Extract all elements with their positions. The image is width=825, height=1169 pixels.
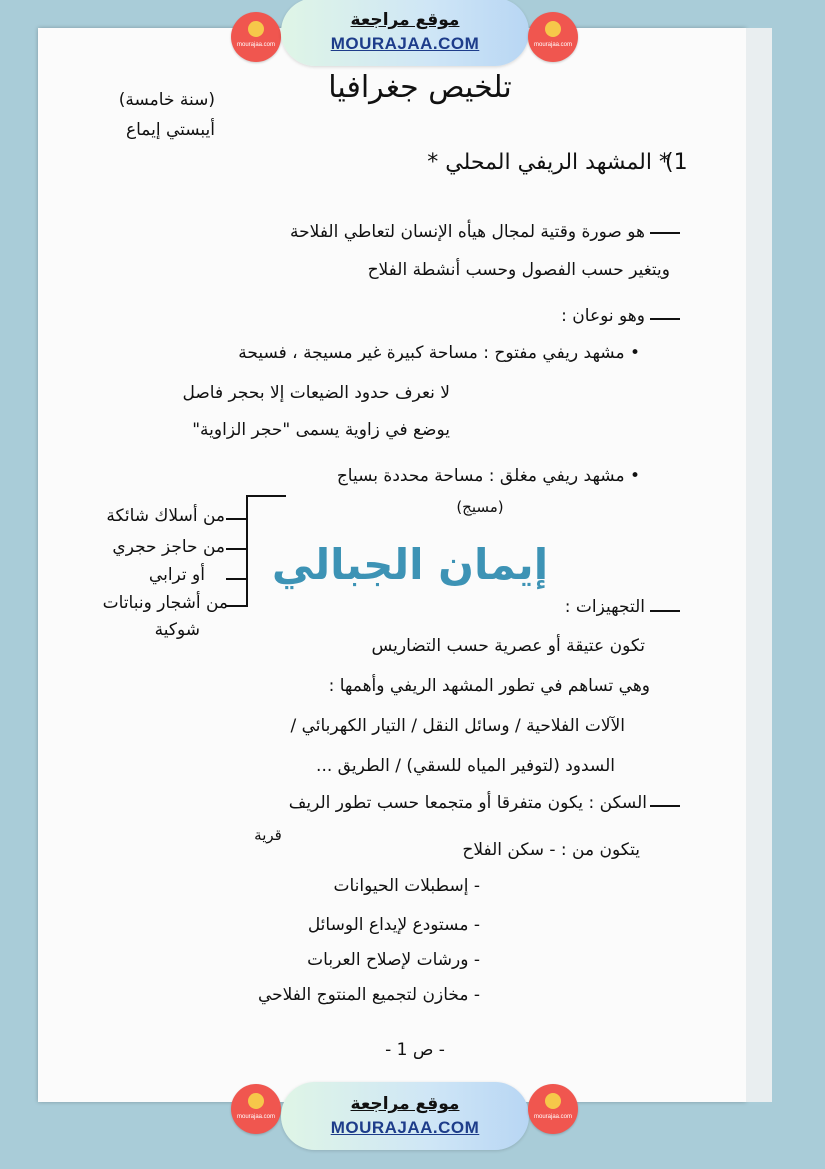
logo-text: mourajaa.com [236, 1114, 275, 1120]
site-domain[interactable]: MOURAJAA.COM [330, 34, 480, 53]
page-shadow [746, 28, 772, 1102]
bullet-dash [650, 232, 680, 234]
bracket-line [246, 495, 286, 497]
bullet-dash [650, 610, 680, 612]
text-line: هو صورة وقتية لمجال هيأه الإنسان لتعاطي الفلاحة [290, 222, 645, 242]
site-banner-bottom[interactable] [281, 1082, 529, 1150]
text-line: قرية [254, 826, 282, 844]
fence-item: من أسلاك شائكة [106, 506, 225, 526]
bullet-dash [650, 805, 680, 807]
text-line: السكن : يكون متفرقا أو متجمعا حسب تطور الريف [288, 793, 647, 813]
text-line: السدود (لتوفير المياه للسقي) / الطريق ... [316, 756, 615, 776]
logo-icon [248, 1093, 264, 1109]
site-logo-left-top[interactable] [231, 12, 281, 62]
text-line: - ورشات لإصلاح العربات [307, 950, 480, 970]
logo-icon [545, 1093, 561, 1109]
text-line: تكون عتيقة أو عصرية حسب التضاريس [371, 636, 645, 656]
author-signature: إيمان الجبالي [271, 540, 549, 589]
fence-item: شوكية [154, 620, 200, 640]
fence-item: من حاجز حجري [112, 537, 225, 557]
school-name: أيبستي إيماع [125, 120, 215, 140]
logo-icon [248, 21, 264, 37]
text-line: - مخازن لتجميع المنتوج الفلاحي [257, 985, 480, 1005]
text-line: (مسيج) [456, 498, 504, 516]
site-name[interactable]: موقع مراجعة [350, 10, 460, 30]
site-name[interactable]: موقع مراجعة [350, 1094, 460, 1114]
text-line: لا نعرف حدود الضيعات إلا بحجر فاصل [182, 383, 450, 403]
document-title: تلخيص جغرافيا [328, 70, 512, 105]
site-banner-top[interactable] [281, 0, 529, 66]
site-logo-right-top[interactable] [528, 12, 578, 62]
site-logo-right-bottom[interactable] [528, 1084, 578, 1134]
text-line: يتكون من : - سكن الفلاح [462, 840, 640, 860]
text-line: وهو نوعان : [561, 306, 645, 326]
logo-text: mourajaa.com [533, 1114, 572, 1120]
fence-item: أو ترابي [148, 565, 205, 585]
logo-icon [545, 21, 561, 37]
logo-text: mourajaa.com [533, 42, 572, 48]
site-domain[interactable]: MOURAJAA.COM [330, 1118, 480, 1137]
arrow-line [226, 605, 246, 607]
grade-level: (سنة خامسة) [118, 90, 215, 110]
fence-item: من أشجار ونباتات [102, 593, 228, 613]
bullet-dash [650, 318, 680, 320]
text-line: الآلات الفلاحية / وسائل النقل / التيار الكهربائي / [290, 716, 625, 736]
text-line: ويتغير حسب الفصول وحسب أنشطة الفلاح [367, 260, 670, 280]
text-line: - إسطبلات الحيوانات [333, 876, 480, 896]
arrow-line [226, 548, 246, 550]
arrow-line [226, 518, 246, 520]
logo-text: mourajaa.com [236, 42, 275, 48]
section-number: (1 [665, 150, 688, 175]
arrow-line [226, 578, 246, 580]
text-line: التجهيزات : [564, 597, 645, 617]
text-line: وهي تساهم في تطور المشهد الريفي وأهمها : [328, 676, 650, 696]
section-title: * المشهد الريفي المحلي * [427, 150, 670, 175]
text-line: - مستودع لإيداع الوسائل [307, 915, 480, 935]
site-logo-left-bottom[interactable] [231, 1084, 281, 1134]
text-line: يوضع في زاوية يسمى "حجر الزاوية" [192, 420, 450, 440]
text-line: • مشهد ريفي مفتوح : مساحة كبيرة غير مسيجة ، فسيحة [238, 343, 640, 363]
text-line: • مشهد ريفي مغلق : مساحة محددة بسياج [336, 466, 640, 486]
bracket-line [246, 495, 248, 607]
page-number: - ص 1 - [385, 1040, 445, 1060]
